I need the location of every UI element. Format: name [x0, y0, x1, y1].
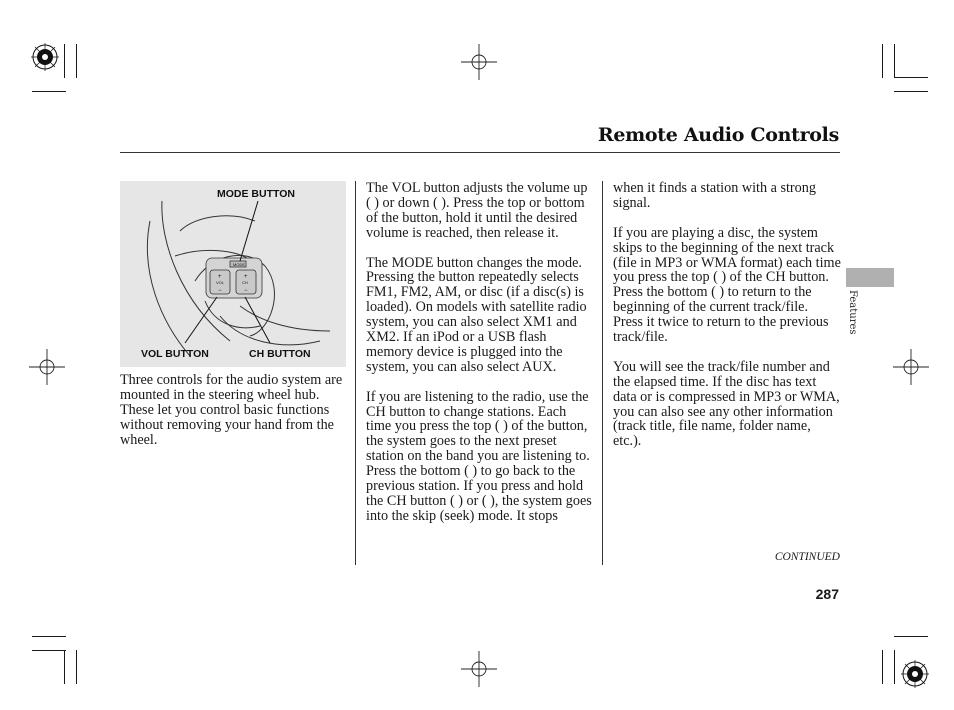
svg-text:+: +	[244, 274, 248, 280]
page-title: Remote Audio Controls	[597, 124, 839, 146]
registration-target-icon	[28, 40, 62, 74]
column-divider	[355, 181, 356, 565]
paragraph: when it finds a station with a strong signal.	[613, 180, 816, 211]
section-tab-label	[844, 290, 864, 350]
crosshair-mark-icon	[461, 651, 497, 687]
panel-ch-label: CH	[242, 280, 248, 285]
crosshair-mark-icon	[29, 349, 65, 385]
vol-button-label: VOL BUTTON	[141, 348, 209, 360]
panel-mode-label: MODE	[233, 262, 245, 267]
mode-button-label: MODE BUTTON	[217, 188, 295, 200]
svg-text:−: −	[244, 288, 248, 294]
column-1	[120, 373, 346, 462]
page-number: 287	[815, 586, 839, 602]
panel-vol-label: VOL	[216, 280, 225, 285]
crosshair-mark-icon	[461, 44, 497, 80]
section-tab-text: Features	[847, 290, 858, 335]
paragraph: Three controls for the audio system are mounted in the steering wheel hub. These let you control basic functions without removing your hand from the wheel.	[120, 372, 343, 448]
paragraph: If you are listening to the radio, use the CH button to change stations. Each time you press the top ( ) of the button, the system goes to the next preset station on the band you are listening to. Press the bottom ( ) to go back to the previous station. If you press and hold the CH button ( ) or ( ), the system goes into the skip (seek) mode. It stops	[366, 388, 592, 524]
steering-wheel-figure	[120, 181, 346, 367]
steering-wheel-illustration	[120, 181, 346, 367]
continued-label: CONTINUED	[774, 551, 840, 563]
column-divider	[602, 181, 603, 565]
ch-button-label: CH BUTTON	[249, 348, 311, 360]
column-3	[613, 181, 841, 464]
crosshair-mark-icon	[893, 349, 929, 385]
column-2	[366, 181, 592, 539]
registration-target-icon	[898, 657, 932, 691]
section-tab	[846, 268, 894, 287]
paragraph: If you are playing a disc, the system skips to the beginning of the next track (file in MP3 or WMA format) each time you press the top ( ) of the CH button. Press the bottom ( ) to return to the beginning of the current track/file. Press it twice to return to the previous track/file.	[613, 224, 841, 346]
svg-text:−: −	[218, 288, 222, 294]
paragraph: The VOL button adjusts the volume up ( ) or down ( ). Press the top or bottom of the button, hold it until the desired volume is reached, then release it.	[366, 180, 588, 241]
title-rule	[120, 152, 840, 153]
svg-text:+: +	[218, 274, 222, 280]
paragraph: The MODE button changes the mode. Pressing the button repeatedly selects FM1, FM2, AM, or disc (if a disc(s) is loaded). On models with satellite radio system, you can also select XM1 and XM2. If an iPod or a USB flash memory device is plugged into the system, you can also select AUX.	[366, 254, 587, 375]
paragraph: You will see the track/file number and the elapsed time. If the disc has text data or is compressed in MP3 or WMA, you can also see any other information (track title, file name, folder name, etc.).	[613, 358, 840, 450]
